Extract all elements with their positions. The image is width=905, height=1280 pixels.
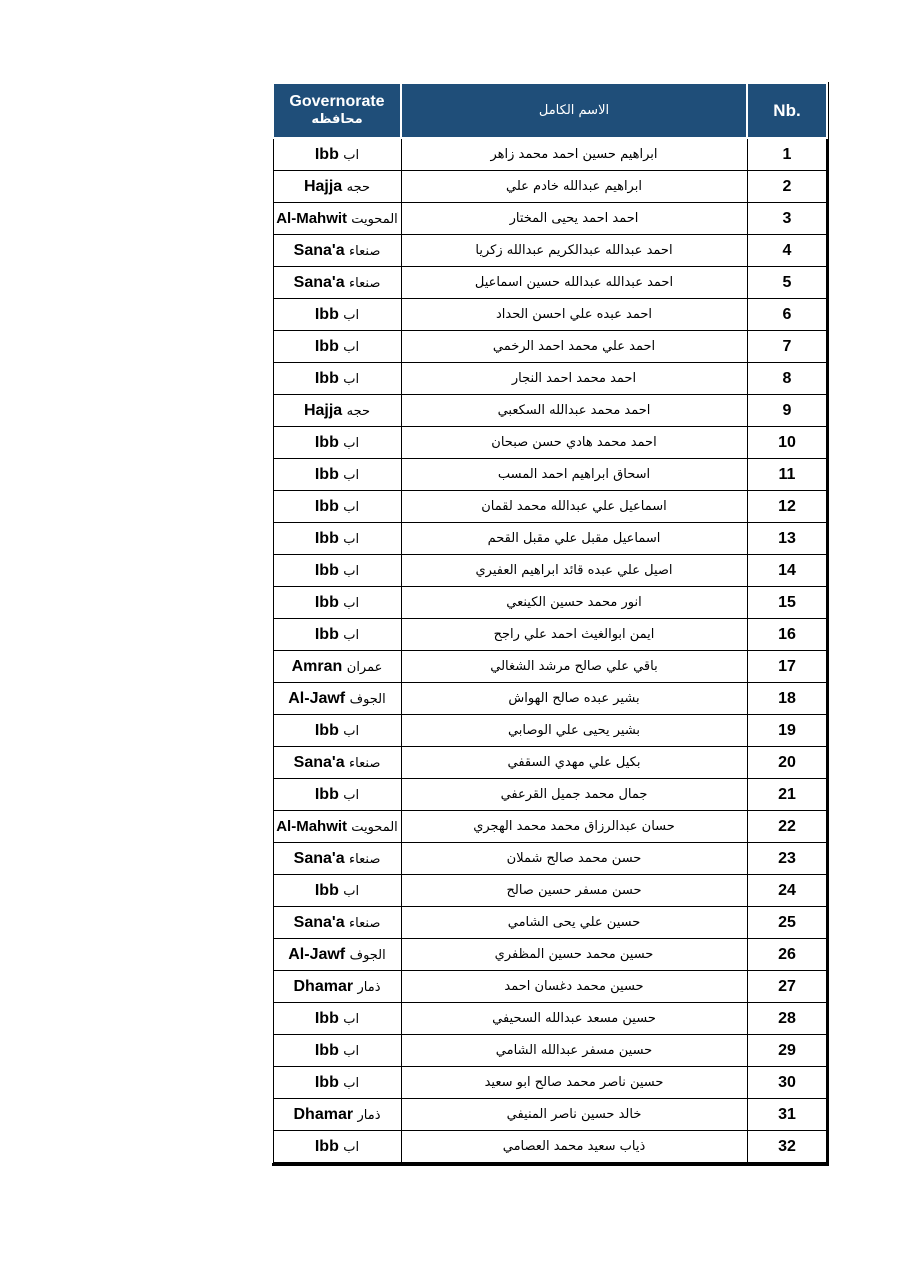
number-cell: 9 (747, 395, 827, 427)
governorate-en: Hajja (303, 177, 343, 195)
table-row (273, 203, 827, 235)
governorate-cell (273, 779, 401, 811)
table-row (273, 235, 827, 267)
governorate-ar: صنعاء (349, 851, 381, 867)
governorate-en: Dhamar (293, 977, 354, 995)
governorate-cell (273, 1035, 401, 1067)
number-cell: 1 (747, 138, 827, 171)
full-name-cell: بشير عبده صالح الهواش (401, 683, 747, 715)
governorate-en: Amran (291, 657, 343, 675)
governorate-cell (273, 555, 401, 587)
full-name-cell: احمد علي محمد احمد الرخمي (401, 331, 747, 363)
governorate-en: Dhamar (293, 1105, 354, 1123)
governorate-cell (273, 587, 401, 619)
number-cell: 27 (747, 971, 827, 1003)
governorate-ar: المحويت (351, 819, 398, 835)
number-cell: 3 (747, 203, 827, 235)
table-row (273, 1131, 827, 1163)
governorate-en: Al-Jawf (288, 689, 346, 707)
table-row (273, 331, 827, 363)
governorate-ar: اب (343, 1043, 360, 1059)
governorate-en: Ibb (314, 625, 339, 643)
governorate-ar: اب (343, 499, 360, 515)
governorate-en: Ibb (314, 561, 339, 579)
governorate-cell (273, 331, 401, 363)
full-name-cell: احمد محمد احمد النجار (401, 363, 747, 395)
number-cell: 29 (747, 1035, 827, 1067)
governorate-en: Ibb (314, 785, 339, 803)
table-row (273, 427, 827, 459)
table-row (273, 171, 827, 203)
governorate-ar: اب (343, 467, 360, 483)
governorate-cell (273, 523, 401, 555)
governorate-en: Ibb (314, 721, 339, 739)
governorate-cell (273, 138, 401, 171)
number-cell: 8 (747, 363, 827, 395)
number-cell: 10 (747, 427, 827, 459)
table-row (273, 1003, 827, 1035)
governorate-ar: حجه (346, 403, 371, 419)
table-row (273, 651, 827, 683)
governorate-cell (273, 907, 401, 939)
governorate-en: Ibb (314, 881, 339, 899)
governorate-cell (273, 619, 401, 651)
governorate-cell (273, 747, 401, 779)
governorate-cell (273, 203, 401, 235)
names-table-container (272, 82, 829, 1166)
full-name-cell: باقي علي صالح مرشد الشغالي (401, 651, 747, 683)
table-row (273, 395, 827, 427)
full-name-cell: احمد محمد عبدالله السكعبي (401, 395, 747, 427)
table-row (273, 1099, 827, 1131)
table-row (273, 875, 827, 907)
governorate-en: Ibb (314, 497, 339, 515)
full-name-cell: اسماعيل مقبل علي مقبل القحم (401, 523, 747, 555)
number-cell: 7 (747, 331, 827, 363)
number-cell: 13 (747, 523, 827, 555)
number-cell: 20 (747, 747, 827, 779)
header-governorate-ar: محافظه (311, 111, 363, 127)
number-cell: 14 (747, 555, 827, 587)
full-name-cell: ايمن ابوالغيث احمد علي راجح (401, 619, 747, 651)
governorate-ar: عمران (346, 659, 383, 675)
table-row (273, 491, 827, 523)
governorate-ar: اب (343, 723, 360, 739)
table-row (273, 138, 827, 171)
full-name-cell: حسين مسفر عبدالله الشامي (401, 1035, 747, 1067)
governorate-en: Ibb (314, 145, 339, 163)
number-cell: 6 (747, 299, 827, 331)
governorate-ar: الجوف (349, 691, 386, 707)
governorate-ar: اب (343, 371, 360, 387)
governorate-cell (273, 1067, 401, 1099)
full-name-cell: ابراهيم عبدالله خادم علي (401, 171, 747, 203)
full-name-cell: انور محمد حسين الكينعي (401, 587, 747, 619)
governorate-en: Ibb (314, 369, 339, 387)
governorate-ar: المحويت (351, 211, 398, 227)
governorate-ar: اب (343, 1011, 360, 1027)
number-cell: 16 (747, 619, 827, 651)
governorate-cell (273, 811, 401, 843)
governorate-cell (273, 395, 401, 427)
full-name-cell: حسن محمد صالح شملان (401, 843, 747, 875)
table-row (273, 939, 827, 971)
number-cell: 12 (747, 491, 827, 523)
governorate-cell (273, 875, 401, 907)
full-name-cell: ذياب سعيد محمد العصامي (401, 1131, 747, 1163)
number-cell: 17 (747, 651, 827, 683)
number-cell: 4 (747, 235, 827, 267)
number-cell: 19 (747, 715, 827, 747)
governorate-ar: اب (343, 1139, 360, 1155)
table-row (273, 843, 827, 875)
governorate-en: Ibb (314, 1041, 339, 1059)
table-row (273, 459, 827, 491)
governorate-ar: اب (343, 1075, 360, 1091)
full-name-cell: حسين مسعد عبدالله السحيفي (401, 1003, 747, 1035)
governorate-en: Al-Jawf (288, 945, 346, 963)
full-name-cell: حسين محمد دغسان احمد (401, 971, 747, 1003)
governorate-ar: ذمار (357, 979, 381, 995)
number-cell: 11 (747, 459, 827, 491)
table-row (273, 587, 827, 619)
governorate-en: Hajja (303, 401, 343, 419)
governorate-en: Ibb (314, 1009, 339, 1027)
governorate-cell (273, 491, 401, 523)
governorate-en: Al-Mahwit (276, 209, 348, 227)
full-name-cell: بكيل علي مهدي السقفي (401, 747, 747, 779)
governorate-cell (273, 363, 401, 395)
number-cell: 24 (747, 875, 827, 907)
full-name-cell: احمد عبده علي احسن الحداد (401, 299, 747, 331)
full-name-cell: بشير يحيى علي الوصابي (401, 715, 747, 747)
full-name-cell: احمد احمد يحيى المختار (401, 203, 747, 235)
names-table (272, 82, 828, 1163)
governorate-cell (273, 235, 401, 267)
governorate-cell (273, 459, 401, 491)
governorate-ar: اب (343, 339, 360, 355)
table-row (273, 715, 827, 747)
governorate-cell (273, 1131, 401, 1163)
governorate-ar: صنعاء (349, 275, 381, 291)
full-name-cell: احمد عبدالله عبدالكريم عبدالله زكريا (401, 235, 747, 267)
table-body (273, 138, 827, 1163)
governorate-ar: صنعاء (349, 915, 381, 931)
governorate-en: Ibb (314, 305, 339, 323)
full-name-cell: خالد حسين ناصر المنيفي (401, 1099, 747, 1131)
number-cell: 31 (747, 1099, 827, 1131)
governorate-cell (273, 1003, 401, 1035)
table-header-row (273, 83, 827, 138)
governorate-ar: اب (343, 627, 360, 643)
full-name-cell: احمد محمد هادي حسن صبحان (401, 427, 747, 459)
governorate-cell (273, 427, 401, 459)
governorate-ar: اب (343, 435, 360, 451)
governorate-en: Ibb (314, 1073, 339, 1091)
full-name-cell: حسين محمد حسين المظفري (401, 939, 747, 971)
governorate-cell (273, 1099, 401, 1131)
header-governorate (273, 83, 401, 138)
full-name-cell: ابراهيم حسين احمد محمد زاهر (401, 138, 747, 171)
number-cell: 26 (747, 939, 827, 971)
governorate-en: Ibb (314, 465, 339, 483)
governorate-cell (273, 939, 401, 971)
governorate-ar: صنعاء (349, 243, 381, 259)
number-cell: 21 (747, 779, 827, 811)
governorate-cell (273, 267, 401, 299)
governorate-ar: اب (343, 307, 360, 323)
header-number: Nb. (747, 83, 827, 138)
governorate-cell (273, 651, 401, 683)
governorate-en: Sana'a (293, 753, 345, 771)
full-name-cell: حسن مسفر حسين صالح (401, 875, 747, 907)
governorate-en: Ibb (314, 337, 339, 355)
number-cell: 5 (747, 267, 827, 299)
governorate-en: Sana'a (293, 913, 345, 931)
governorate-ar: الجوف (349, 947, 386, 963)
governorate-en: Ibb (314, 1137, 339, 1155)
governorate-en: Sana'a (293, 241, 345, 259)
number-cell: 28 (747, 1003, 827, 1035)
full-name-cell: اصيل علي عبده قائد ابراهيم العفيري (401, 555, 747, 587)
table-row (273, 1035, 827, 1067)
governorate-ar: اب (343, 883, 360, 899)
table-row (273, 747, 827, 779)
governorate-ar: اب (343, 595, 360, 611)
governorate-ar: اب (343, 147, 360, 163)
full-name-cell: اسحاق ابراهيم احمد المسب (401, 459, 747, 491)
governorate-ar: اب (343, 531, 360, 547)
table-row (273, 299, 827, 331)
table-row (273, 779, 827, 811)
governorate-en: Ibb (314, 529, 339, 547)
table-row (273, 1067, 827, 1099)
table-row (273, 555, 827, 587)
governorate-cell (273, 171, 401, 203)
governorate-cell (273, 715, 401, 747)
governorate-ar: حجه (346, 179, 371, 195)
governorate-en: Al-Mahwit (276, 817, 348, 835)
full-name-cell: حسين علي يحى الشامي (401, 907, 747, 939)
governorate-en: Sana'a (293, 849, 345, 867)
full-name-cell: حسان عبدالرزاق محمد محمد الهجري (401, 811, 747, 843)
table-row (273, 619, 827, 651)
number-cell: 22 (747, 811, 827, 843)
table-row (273, 363, 827, 395)
table-row (273, 523, 827, 555)
table-row (273, 811, 827, 843)
number-cell: 25 (747, 907, 827, 939)
governorate-cell (273, 843, 401, 875)
governorate-en: Ibb (314, 593, 339, 611)
governorate-ar: اب (343, 787, 360, 803)
number-cell: 2 (747, 171, 827, 203)
number-cell: 15 (747, 587, 827, 619)
full-name-cell: حسين ناصر محمد صالح ابو سعيد (401, 1067, 747, 1099)
number-cell: 18 (747, 683, 827, 715)
header-governorate-en: Governorate (289, 92, 385, 110)
table-row (273, 971, 827, 1003)
governorate-ar: صنعاء (349, 755, 381, 771)
full-name-cell: جمال محمد جميل القرعفي (401, 779, 747, 811)
governorate-cell (273, 683, 401, 715)
number-cell: 32 (747, 1131, 827, 1163)
table-row (273, 683, 827, 715)
governorate-cell (273, 299, 401, 331)
table-row (273, 267, 827, 299)
governorate-cell (273, 971, 401, 1003)
governorate-en: Ibb (314, 433, 339, 451)
number-cell: 23 (747, 843, 827, 875)
header-full-name: الاسم الكامل (401, 83, 747, 138)
governorate-ar: ذمار (357, 1107, 381, 1123)
full-name-cell: اسماعيل علي عبدالله محمد لقمان (401, 491, 747, 523)
table-row (273, 907, 827, 939)
governorate-ar: اب (343, 563, 360, 579)
governorate-en: Sana'a (293, 273, 345, 291)
full-name-cell: احمد عبدالله عبدالله حسين اسماعيل (401, 267, 747, 299)
number-cell: 30 (747, 1067, 827, 1099)
